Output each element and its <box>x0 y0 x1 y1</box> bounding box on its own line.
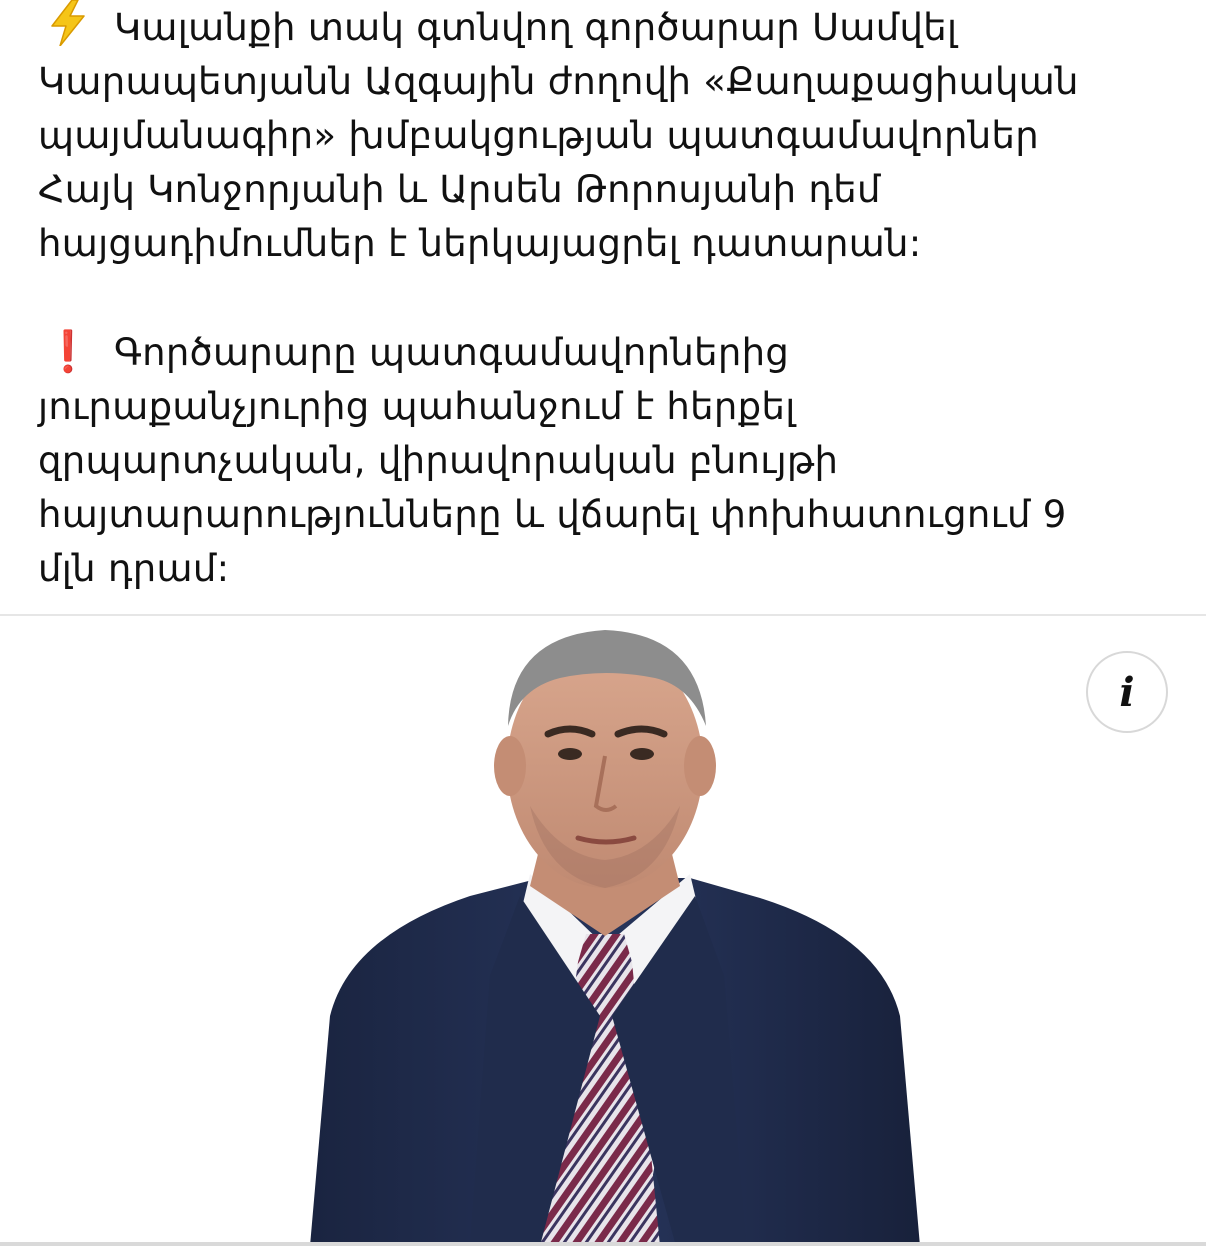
text-line: հայցադիմումներ է ներկայացրել դատարան: <box>38 222 922 265</box>
text-line: Հայկ Կոնջորյանի և Արսեն Թորոսյանի դեմ <box>38 168 881 211</box>
text-line: Կարապետյանն Ազգային ժողովի «Քաղաքացիական <box>38 60 1079 103</box>
text-line <box>38 0 1188 55</box>
text-line: զրպարտչական, վիրավորական բնույթի <box>38 439 839 482</box>
text-line: պայմանագիր» խմբակցության պատգամավորներ <box>38 114 1040 157</box>
text-line-content: Կալանքի տակ գտնվող գործարար Սամվել <box>114 6 958 49</box>
post-text <box>38 0 1188 596</box>
post-paragraph-2 <box>38 325 1188 596</box>
image-info-button[interactable] <box>1086 651 1168 733</box>
text-line-content: Գործարարը պատգամավորներից <box>114 331 790 374</box>
text-line: հայտարարությունները և վճարել փոխհատուցում 9 <box>38 493 1067 536</box>
red-exclamation-icon: ❗ <box>42 329 94 375</box>
person-portrait <box>0 616 1206 1246</box>
info-icon: i <box>1119 668 1135 716</box>
text-line <box>38 325 1188 380</box>
lightning-icon <box>38 0 98 54</box>
post-photo[interactable] <box>0 616 1206 1246</box>
text-line: մլն դրամ: <box>38 547 230 590</box>
text-line: յուրաքանչյուրից պահանջում է հերքել <box>38 385 796 428</box>
bottom-divider <box>0 1242 1206 1246</box>
post-paragraph-1 <box>38 0 1188 271</box>
